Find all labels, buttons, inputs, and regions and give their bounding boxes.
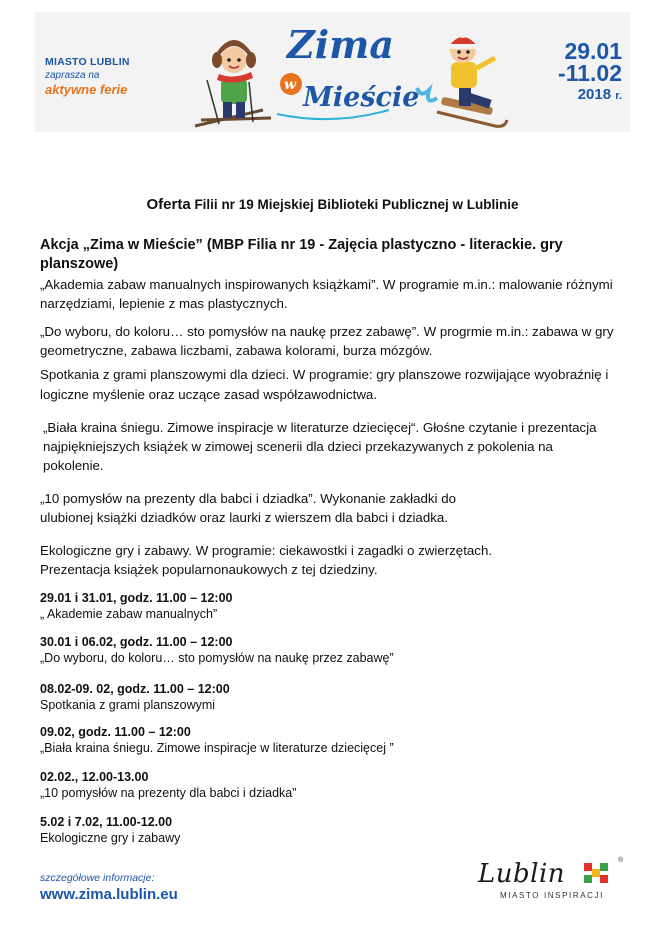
- lublin-wordmark: Lublin: [478, 859, 566, 889]
- year-suffix: r.: [615, 90, 622, 102]
- date-range: [558, 40, 622, 107]
- paragraph-biala-kraina: [43, 418, 598, 475]
- schedule-activity: Ekologiczne gry i zabawy: [40, 831, 181, 845]
- paragraph-prezenty: [40, 489, 510, 527]
- paragraph-text: Spotkania z grami planszowymi dla dzieci. W programie: gry planszowe rozwijające wyobraźnię i logiczne myślenie oraz uczące zasad współzawodnictwa.: [40, 367, 609, 402]
- registered-mark: ®: [618, 857, 624, 864]
- lublin-tagline: MIASTO INSPIRACJI: [500, 891, 604, 900]
- title-bold-word: Oferta: [146, 196, 191, 213]
- footer-url-link[interactable]: www.zima.lublin.eu: [40, 886, 178, 903]
- akcja-heading: Akcja „Zima w Mieście” (MBP Filia nr 19 - Zajęcia plastyczno - literackie. gry planszowe): [40, 237, 563, 272]
- schedule-activity: „Do wyboru, do koloru… sto pomysłów na naukę przez zabawę”: [40, 651, 394, 665]
- schedule-item: [40, 681, 600, 713]
- date-from: 29.01: [564, 38, 622, 64]
- paragraph-text: „Biała kraina śniegu. Zimowe inspiracje w literaturze dziecięcej“. Głośne czytanie i prezentacja najpiękniejszych książek w zimowej scenerii dla dzieci przekazywanych z pokolenia na pokolenie.: [43, 420, 597, 473]
- paragraph-text: „Do wyboru, do koloru… sto pomysłów na naukę przez zabawę”. W progrmie m.in.: zabawa w gry geometryczne, zabawa liczbami, zabawa kolorami, burza mózgów.: [40, 324, 614, 358]
- schedule-date: 08.02-09. 02, godz. 11.00 – 12:00: [40, 682, 230, 696]
- logo-word-w: w: [284, 77, 297, 93]
- schedule-date: 02.02., 12.00-13.00: [40, 770, 149, 784]
- footer-info: [40, 872, 178, 903]
- date-to: -11.02: [558, 60, 622, 86]
- schedule-item: [40, 634, 600, 666]
- paragraph-do-wyboru: [40, 322, 620, 360]
- footer-info-label: szczegółowe informacje:: [40, 872, 155, 884]
- header-banner: [35, 12, 630, 132]
- paragraph-gry-planszowe: [40, 365, 620, 405]
- schedule-activity: „Biała kraina śniegu. Zimowe inspiracje w literaturze dziecięcej ”: [40, 741, 394, 755]
- city-title: MIASTO LUBLIN: [45, 56, 130, 68]
- page-title: [0, 196, 665, 213]
- schedule-date: 29.01 i 31.01, godz. 11.00 – 12:00: [40, 591, 233, 605]
- schedule-item: [40, 769, 600, 801]
- city-subtitle: zaprasza na: [45, 70, 100, 81]
- logo-word-miescie: Mieście: [303, 82, 420, 113]
- lublin-emblem-icon: [582, 861, 610, 885]
- paragraph-text: „10 pomysłów na prezenty dla babci i dziadka”. Wykonanie zakładki do ulubionej książki dziadków oraz laurki z wierszem dla babci i dziadka.: [40, 491, 456, 525]
- paragraph-text: „Akademia zabaw manualnych inspirowanych książkami”. W programie m.in.: malowanie różnymi narzędziami, lepienie z mas plastycznych.: [40, 277, 613, 311]
- city-invite: [45, 55, 130, 97]
- paragraph-akademia: [40, 275, 620, 313]
- schedule-activity: Spotkania z grami planszowymi: [40, 698, 216, 712]
- schedule-date: 5.02 i 7.02, 11.00-12.00: [40, 815, 173, 829]
- sledding-kid-icon: [415, 28, 510, 128]
- schedule-date: 30.01 i 06.02, godz. 11.00 – 12:00: [40, 635, 233, 649]
- paragraph-text: Ekologiczne gry i zabawy. W programie: ciekawostki i zagadki o zwierzętach. Prezentacja książek popularnonaukowych z tej dziedziny.: [40, 543, 493, 577]
- title-rest: Filii nr 19 Miejskiej Biblioteki Publicznej w Lublinie: [194, 197, 519, 212]
- city-active-label: aktywne ferie: [45, 82, 128, 97]
- schedule-item: [40, 590, 600, 622]
- schedule-activity: „10 pomysłów na prezenty dla babci i dziadka”: [40, 786, 297, 800]
- logo-word-zima: Zima: [287, 22, 395, 67]
- zima-w-miescie-logo: [273, 14, 420, 130]
- skier-kid-icon: [193, 30, 273, 130]
- schedule-item: [40, 814, 600, 846]
- date-year: [558, 84, 622, 107]
- lublin-brand-logo: [468, 855, 628, 905]
- schedule-item: [40, 724, 600, 756]
- schedule-date: 09.02, godz. 11.00 – 12:00: [40, 725, 191, 739]
- year-value: 2018: [577, 86, 612, 103]
- paragraph-ekologiczne: [40, 541, 560, 579]
- schedule-activity: „ Akademie zabaw manualnych”: [40, 607, 218, 621]
